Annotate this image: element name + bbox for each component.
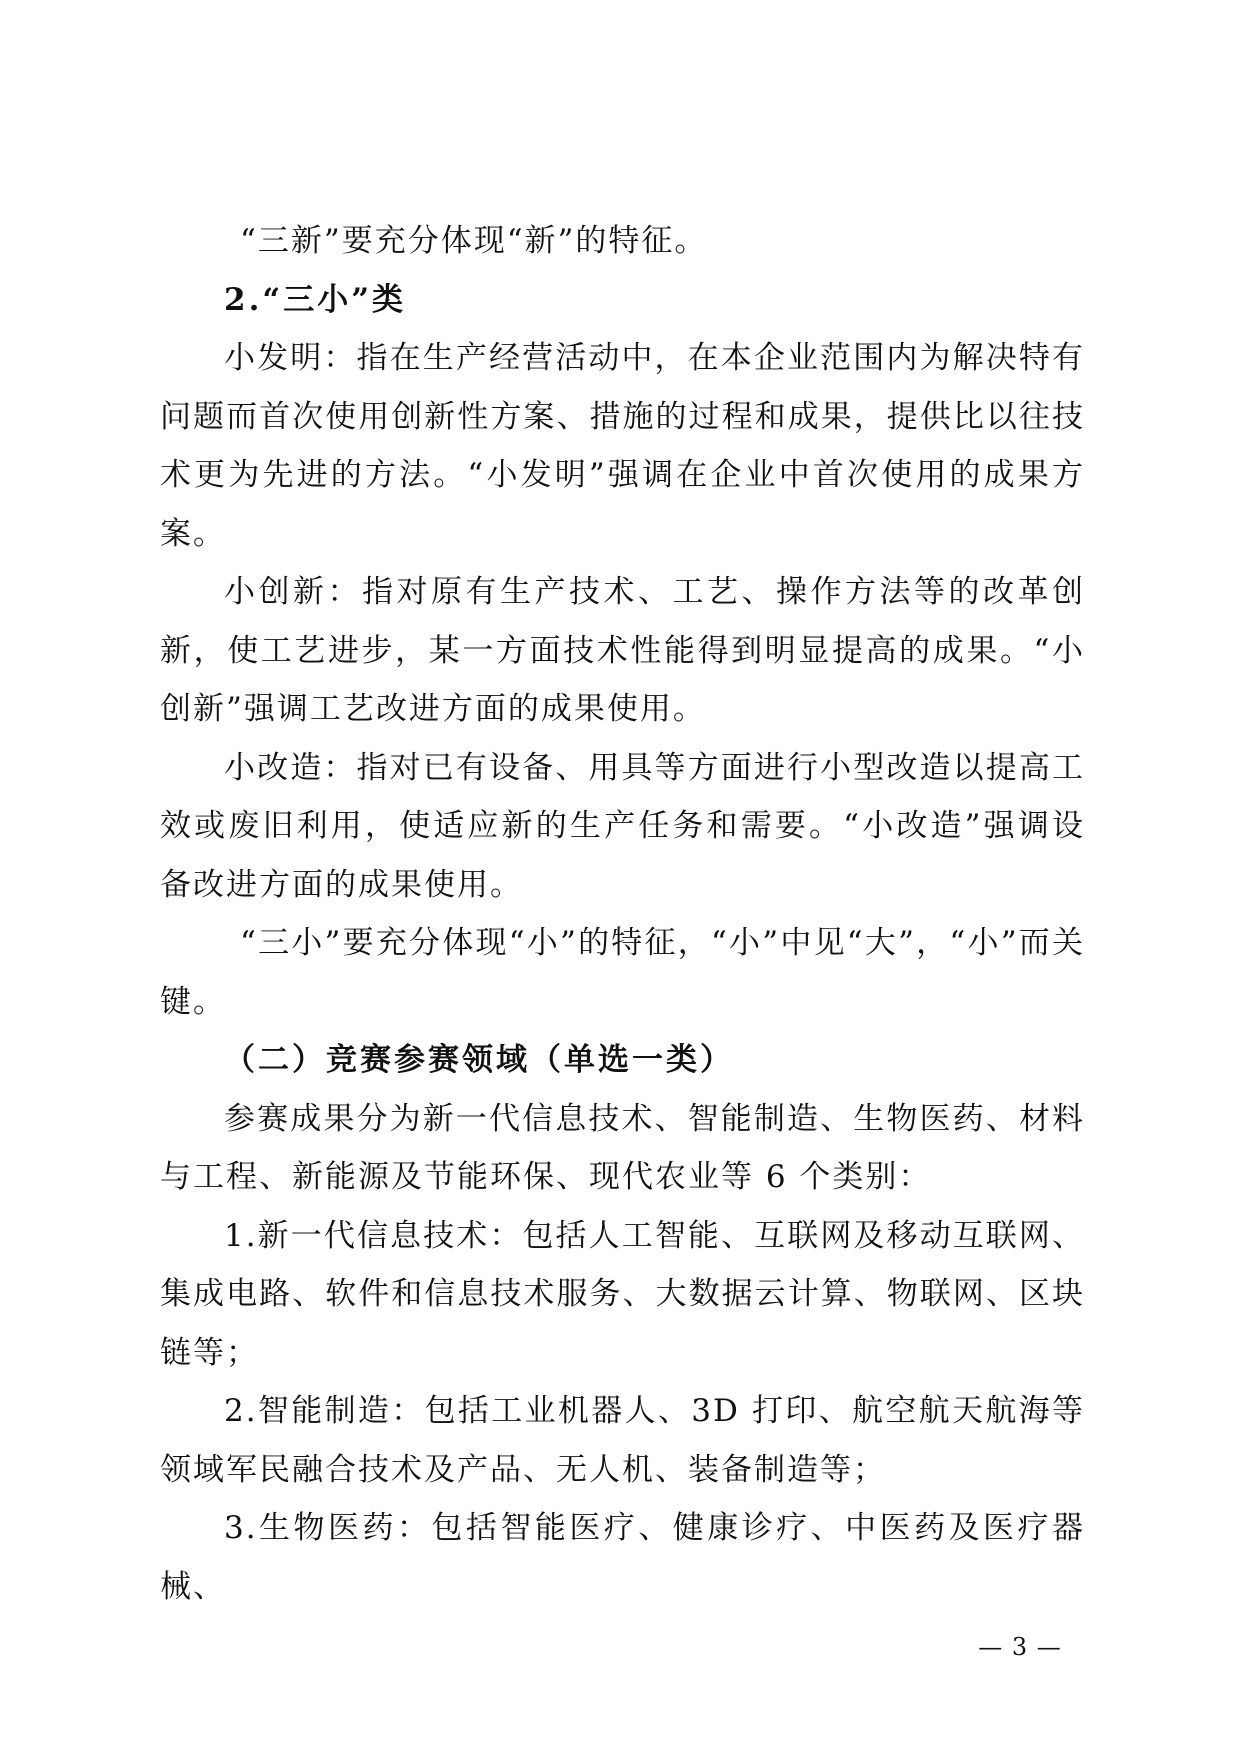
paragraph-category-biomedicine: 3.生物医药：包括智能医疗、健康诊疗、中医药及医疗器械、 bbox=[160, 1510, 1085, 1605]
paragraph-small-renovation: 小改造：指对已有设备、用具等方面进行小型改造以提高工效或废旧利用，使适应新的生产任务和需要。“小改造”强调设备改进方面的成果使用。 bbox=[160, 749, 1085, 903]
paragraph-category-smart-manufacturing: 2.智能制造：包括工业机器人、3D 打印、航空航天航海等领域军民融合技术及产品、无人机、装备制造等； bbox=[160, 1393, 1085, 1488]
document-body bbox=[160, 212, 1085, 1616]
page-number: — 3 — bbox=[978, 1633, 1062, 1661]
heading-competition-fields: （二）竞赛参赛领域（单选一类） bbox=[224, 1042, 734, 1078]
paragraph-small-invention: 小发明：指在生产经营活动中，在本企业范围内为解决特有问题而首次使用创新性方案、措施的过程和成果，提供比以往技术更为先进的方法。“小发明”强调在企业中首次使用的成果方案。 bbox=[160, 340, 1085, 552]
paragraph-three-small-summary: “三小”要充分体现“小”的特征，“小”中见“大”，“小”而关键。 bbox=[160, 925, 1085, 1020]
paragraph-three-new-summary: “三新”要充分体现“新”的特征。 bbox=[240, 223, 708, 259]
paragraph-category-it: 1.新一代信息技术：包括人工智能、互联网及移动互联网、集成电路、软件和信息技术服务、大数据云计算、物联网、区块链等； bbox=[160, 1217, 1085, 1371]
paragraph-category-overview: 参赛成果分为新一代信息技术、智能制造、生物医药、材料与工程、新能源及节能环保、现代农业等 6 个类别： bbox=[160, 1100, 1085, 1195]
heading-three-small-category: 2.“三小”类 bbox=[224, 281, 407, 318]
paragraph-small-innovation: 小创新：指对原有生产技术、工艺、操作方法等的改革创新，使工艺进步，某一方面技术性能得到明显提高的成果。“小创新”强调工艺改进方面的成果使用。 bbox=[160, 574, 1085, 727]
